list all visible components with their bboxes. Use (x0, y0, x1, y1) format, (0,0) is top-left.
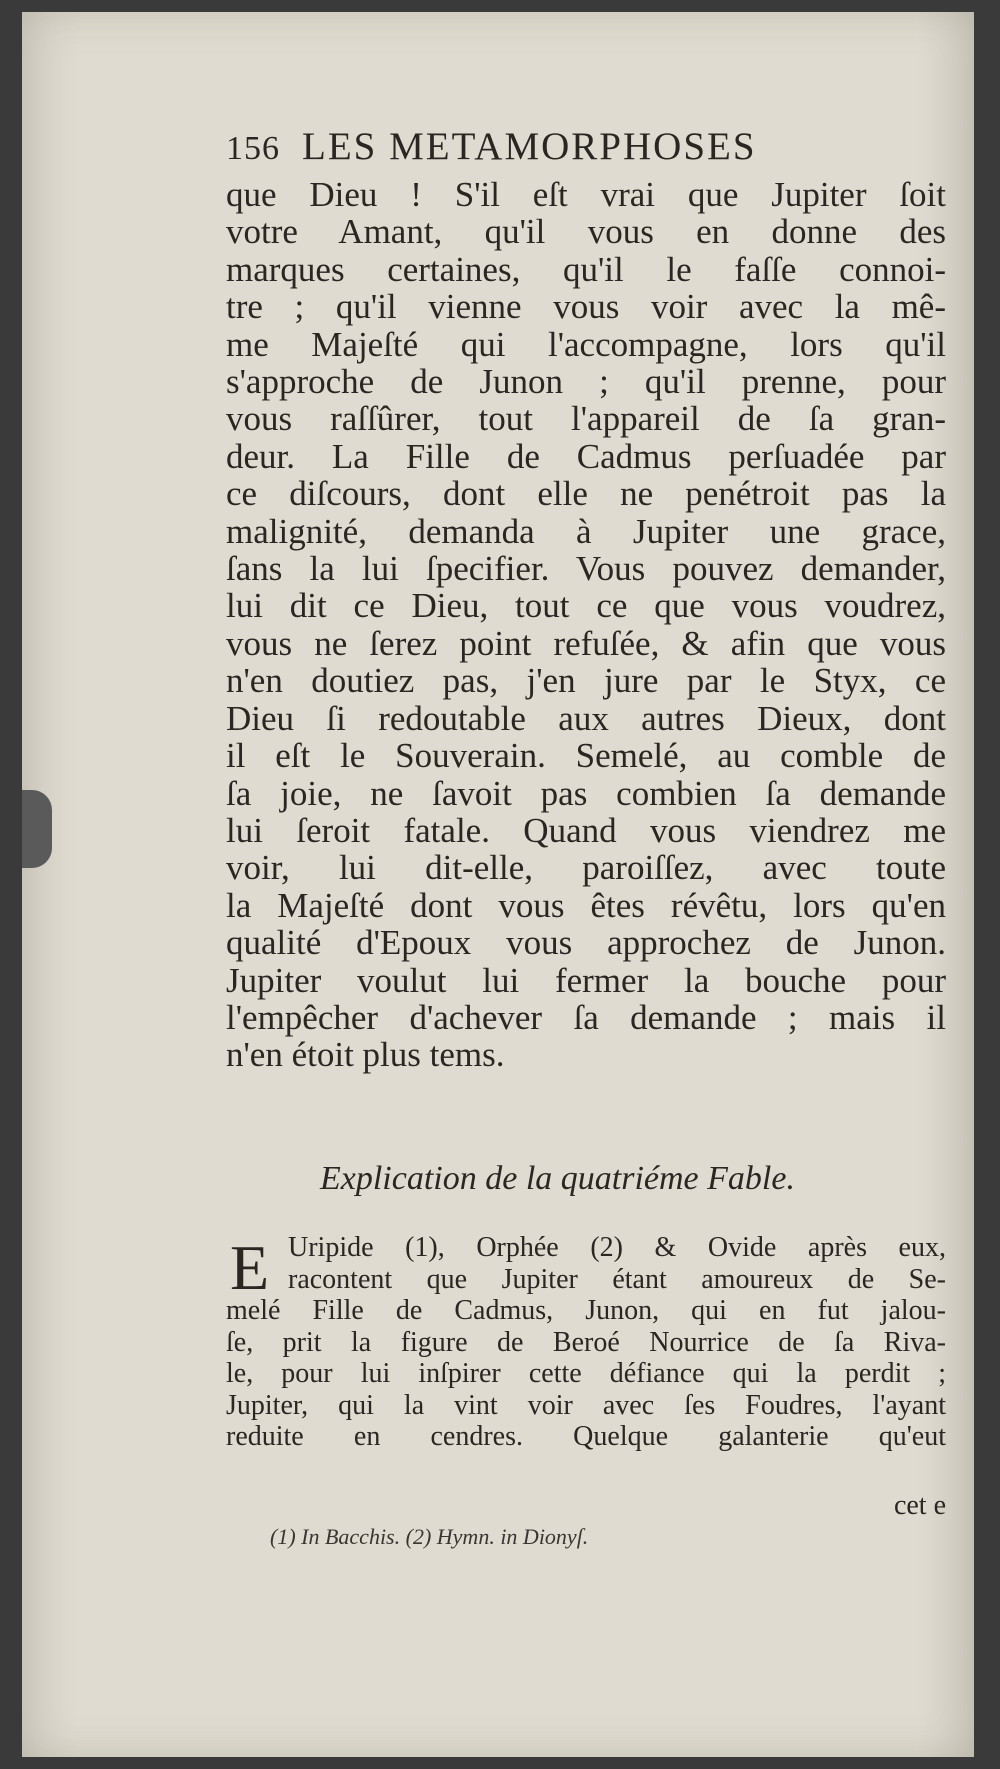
body-line: deur. La Fille de Cadmus perſuadée par (226, 436, 946, 476)
body-line: ſans la lui ſpecifier. Vous pouvez demander, (226, 549, 946, 589)
body-line: lui dit ce Dieu, tout ce que vous voudrez, (226, 586, 946, 626)
drop-cap: E (230, 1232, 270, 1303)
body-line: vous ne ſerez point refuſée, & afin que vous (226, 623, 946, 663)
explication-line: reduite en cendres. Quelque galanterie qu'eut (226, 1421, 946, 1452)
body-line: votre Amant, qu'il vous en donne des (226, 212, 946, 252)
body-line: Jupiter voulut lui fermer la bouche pour (226, 960, 946, 1000)
body-line: lui ſeroit fatale. Quand vous viendrez me (226, 810, 946, 850)
running-header (226, 124, 946, 169)
body-line: marques certaines, qu'il le faſſe connoi- (226, 249, 946, 289)
body-line: tre ; qu'il vienne vous voir avec la mê- (226, 287, 946, 327)
section-heading: Explication de la quatriéme Fable. (320, 1160, 795, 1197)
explication-line: melé Fille de Cadmus, Junon, qui en fut jalou- (226, 1295, 946, 1326)
body-line: qualité d'Epoux vous approchez de Junon. (226, 923, 946, 963)
body-line: n'en étoit plus tems. (226, 1035, 505, 1075)
body-line: Dieu ſi redoutable aux autres Dieux, dont (226, 698, 946, 738)
explication-line: le, pour lui inſpirer cette défiance qui la perdit ; (226, 1358, 946, 1389)
body-line: l'empêcher d'achever ſa demande ; mais il (226, 997, 946, 1037)
body-line: que Dieu ! S'il eſt vrai que Jupiter ſoit (226, 175, 946, 214)
explication-line: ſe, prit la figure de Beroé Nourrice de ſa Riva- (226, 1326, 946, 1358)
explication-text (226, 1232, 946, 1453)
explication-line: Jupiter, qui la vint voir avec ſes Foudres, l'ayant (226, 1389, 946, 1421)
body-line: voir, lui dit-elle, paroiſſez, avec toute (226, 848, 946, 888)
binding-tab (22, 790, 52, 868)
body-line: s'approche de Junon ; qu'il prenne, pour (226, 362, 946, 402)
body-line: malignité, demanda à Jupiter une grace, (226, 511, 946, 551)
explication-line: Uripide (1), Orphée (2) & Ovide après eux, (288, 1232, 946, 1263)
body-line: la Majeſté dont vous êtes révêtu, lors qu'en (226, 885, 946, 925)
body-line: il eſt le Souverain. Semelé, au comble de (226, 736, 946, 776)
body-line: ce diſcours, dont elle ne penétroit pas la (226, 474, 946, 514)
catchword: cet e (893, 1490, 946, 1521)
explication-line: racontent que Jupiter étant amoureux de Se- (288, 1263, 946, 1295)
footnote: (1) In Bacchis. (2) Hymn. in Dionyſ. (270, 1524, 589, 1549)
body-line: vous raſſûrer, tout l'appareil de ſa gran- (226, 399, 946, 439)
body-line: me Majeſté qui l'accompagne, lors qu'il (226, 324, 946, 364)
running-title: LES METAMORPHOSES (302, 125, 757, 168)
main-body-text (226, 176, 946, 1074)
body-line: ſa joie, ne ſavoit pas combien ſa demande (226, 773, 946, 813)
page-number: 156 (226, 130, 280, 167)
body-line: n'en doutiez pas, j'en jure par le Styx, ce (226, 661, 946, 701)
